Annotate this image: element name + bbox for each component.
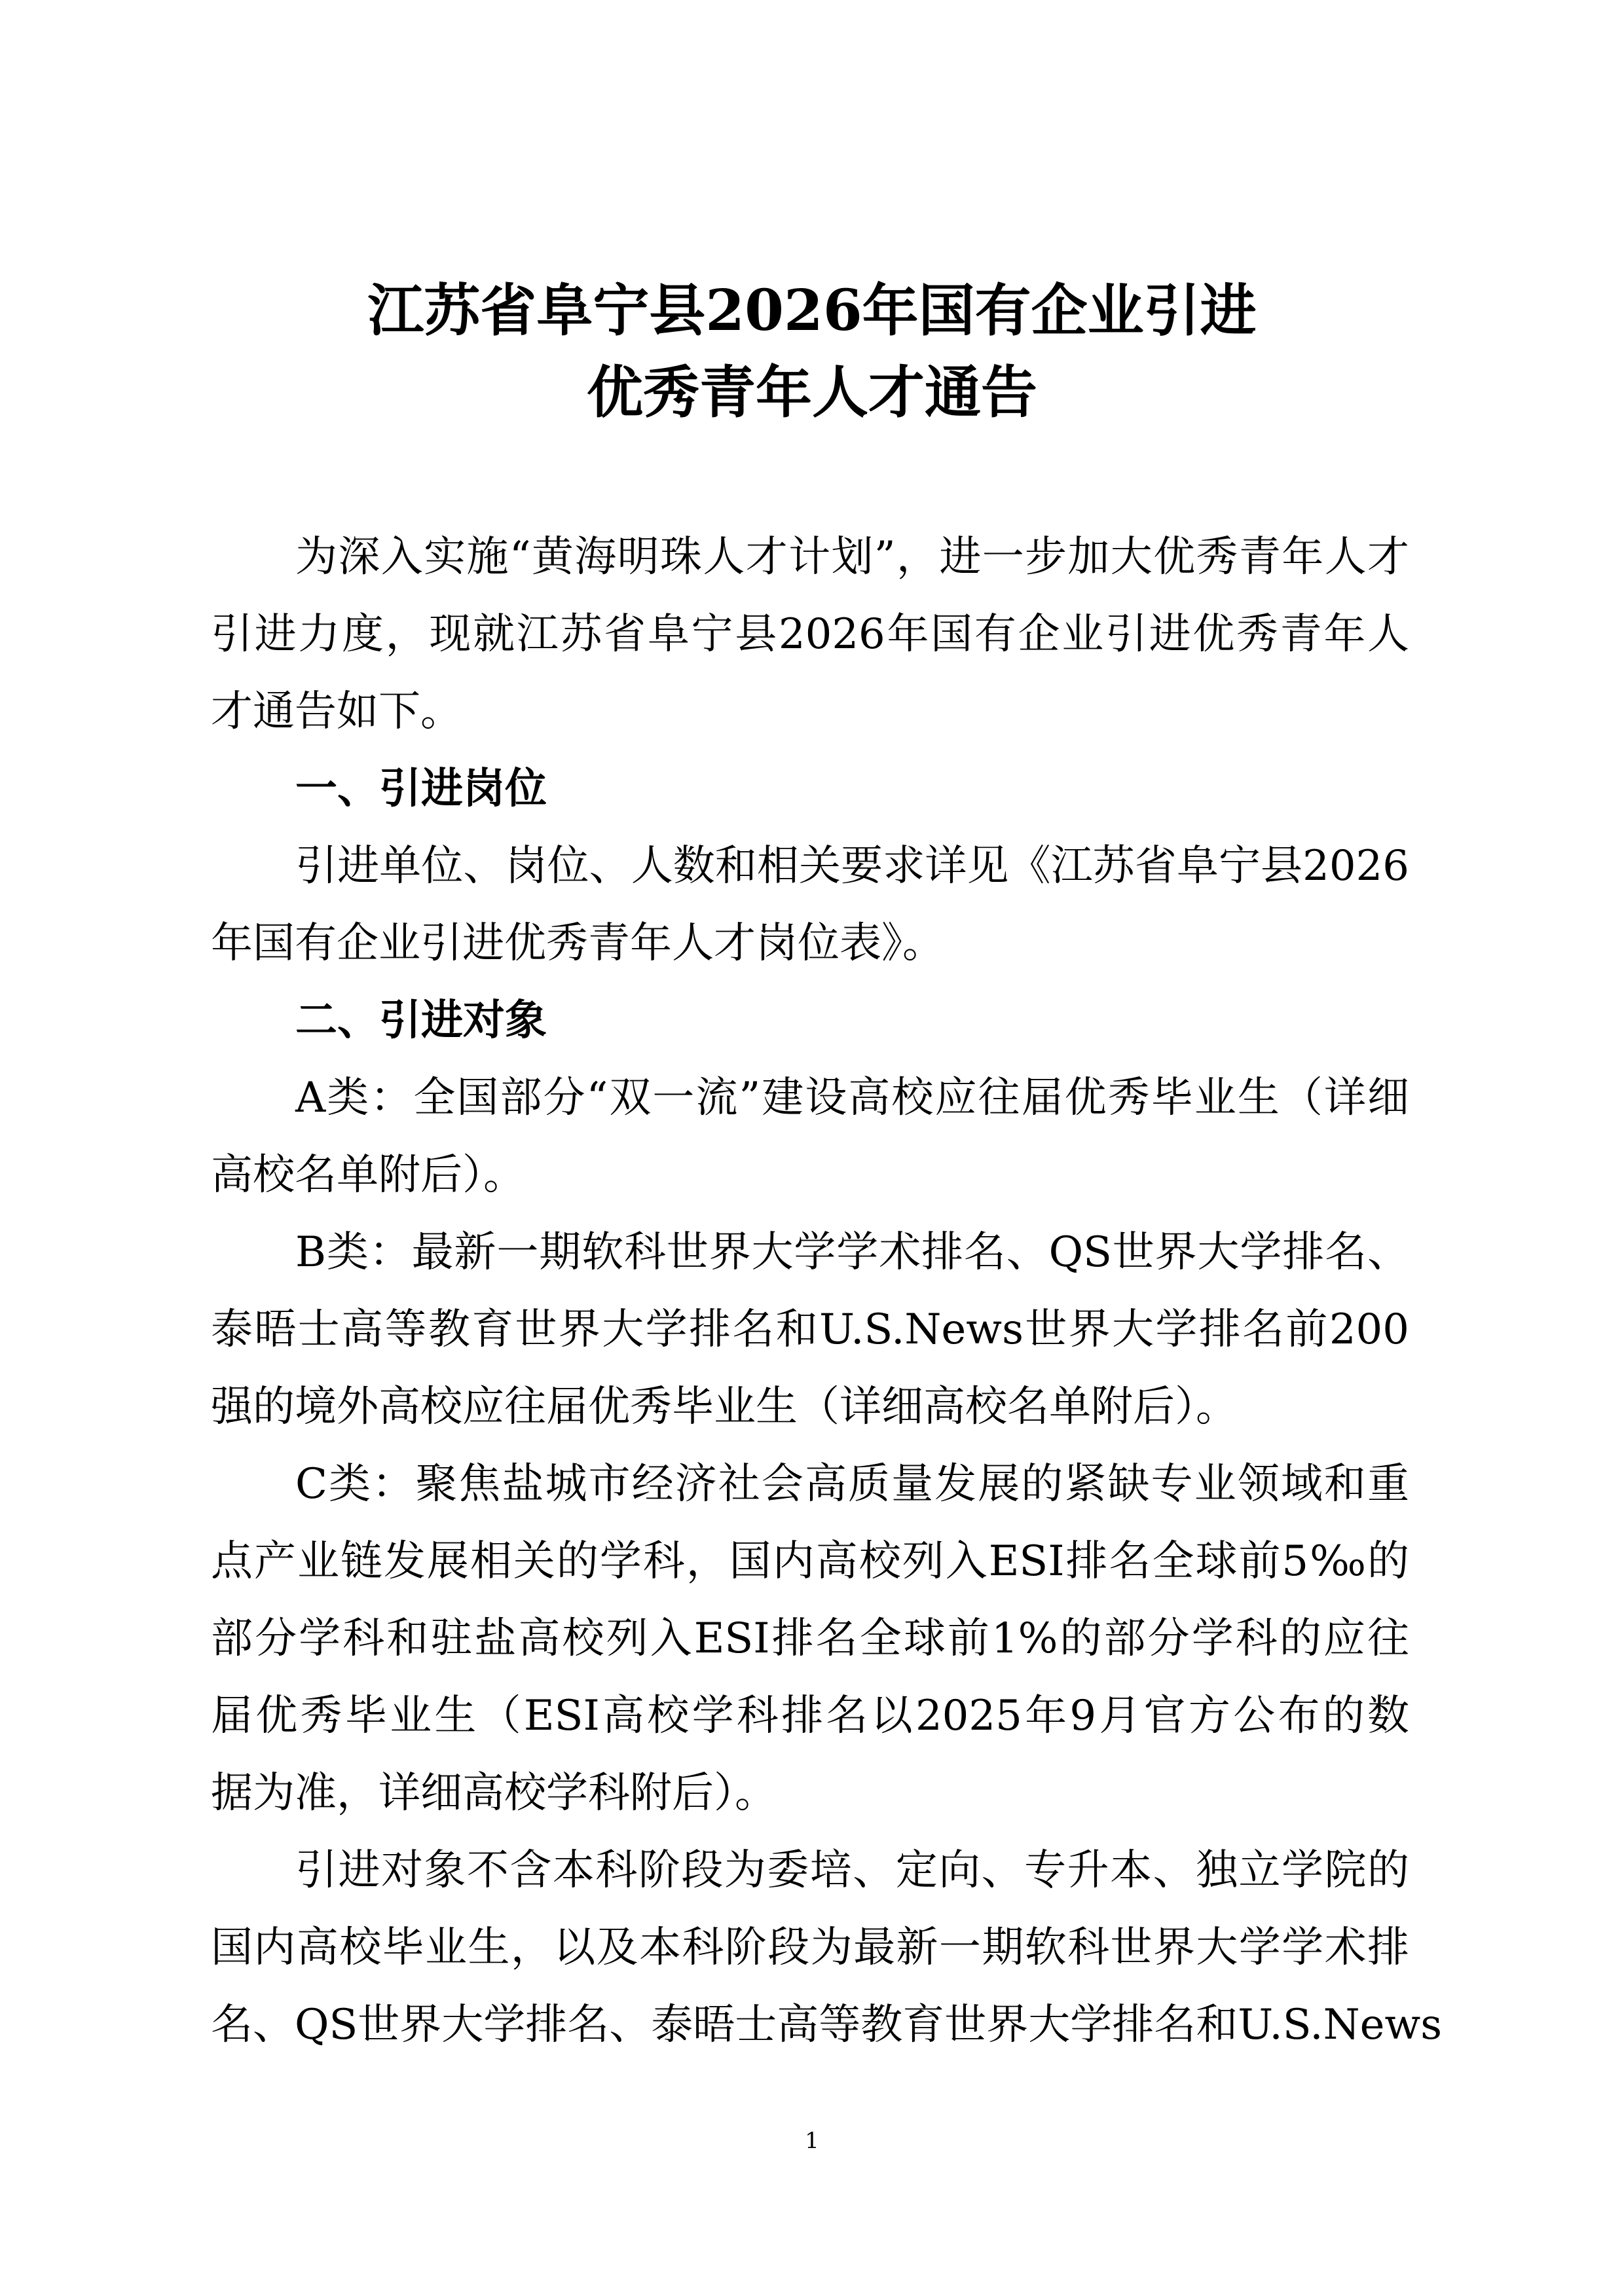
paragraph-line: 引进力度，现就江苏省阜宁县2026年国有企业引进优秀青年人 [211, 610, 1409, 659]
document-title-line-2: 优秀青年人才通告 [587, 359, 1037, 426]
paragraph-line: 泰晤士高等教育世界大学排名和U.S.News世界大学排名前200 [211, 1305, 1409, 1354]
paragraph-line: 年国有企业引进优秀青年人才岗位表》。 [211, 919, 944, 968]
paragraph-line: 引进单位、岗位、人数和相关要求详见《江苏省阜宁县2026 [295, 842, 1409, 890]
paragraph-line: 据为准，详细高校学科附后）。 [211, 1769, 777, 1817]
document-title-line-1: 江苏省阜宁县2026年国有企业引进 [367, 278, 1257, 344]
paragraph-line: 名、QS世界大学排名、泰晤士高等教育世界大学排名和U.S.News [211, 2001, 1443, 2049]
paragraph-line: A类：全国部分“双一流”建设高校应往届优秀毕业生（详细 [295, 1074, 1409, 1122]
paragraph-line: 引进对象不含本科阶段为委培、定向、专升本、独立学院的 [295, 1846, 1409, 1895]
section-heading-positions: 一、引进岗位 [295, 765, 547, 813]
paragraph-line: 届优秀毕业生（ESI高校学科排名以2025年9月官方公布的数 [211, 1692, 1409, 1740]
paragraph-line: 强的境外高校应往届优秀毕业生（详细高校名单附后）。 [211, 1383, 1238, 1431]
paragraph-line: 为深入实施“黄海明珠人才计划”，进一步加大优秀青年人才 [295, 533, 1409, 581]
section-heading-targets: 二、引进对象 [295, 996, 547, 1045]
page-number: 1 [805, 2128, 819, 2154]
paragraph-line: B类：最新一期软科世界大学学术排名、QS世界大学排名、 [295, 1228, 1409, 1277]
paragraph-line: 国内高校毕业生，以及本科阶段为最新一期软科世界大学学术排 [211, 1923, 1409, 1972]
paragraph-line: 部分学科和驻盐高校列入ESI排名全球前1%的部分学科的应往 [211, 1614, 1409, 1663]
paragraph-line: C类：聚焦盐城市经济社会高质量发展的紧缺专业领域和重 [295, 1460, 1409, 1508]
paragraph-line: 点产业链发展相关的学科，国内高校列入ESI排名全球前5‰的 [211, 1537, 1409, 1586]
paragraph-line: 高校名单附后）。 [211, 1151, 525, 1199]
paragraph-line: 才通告如下。 [211, 687, 462, 736]
